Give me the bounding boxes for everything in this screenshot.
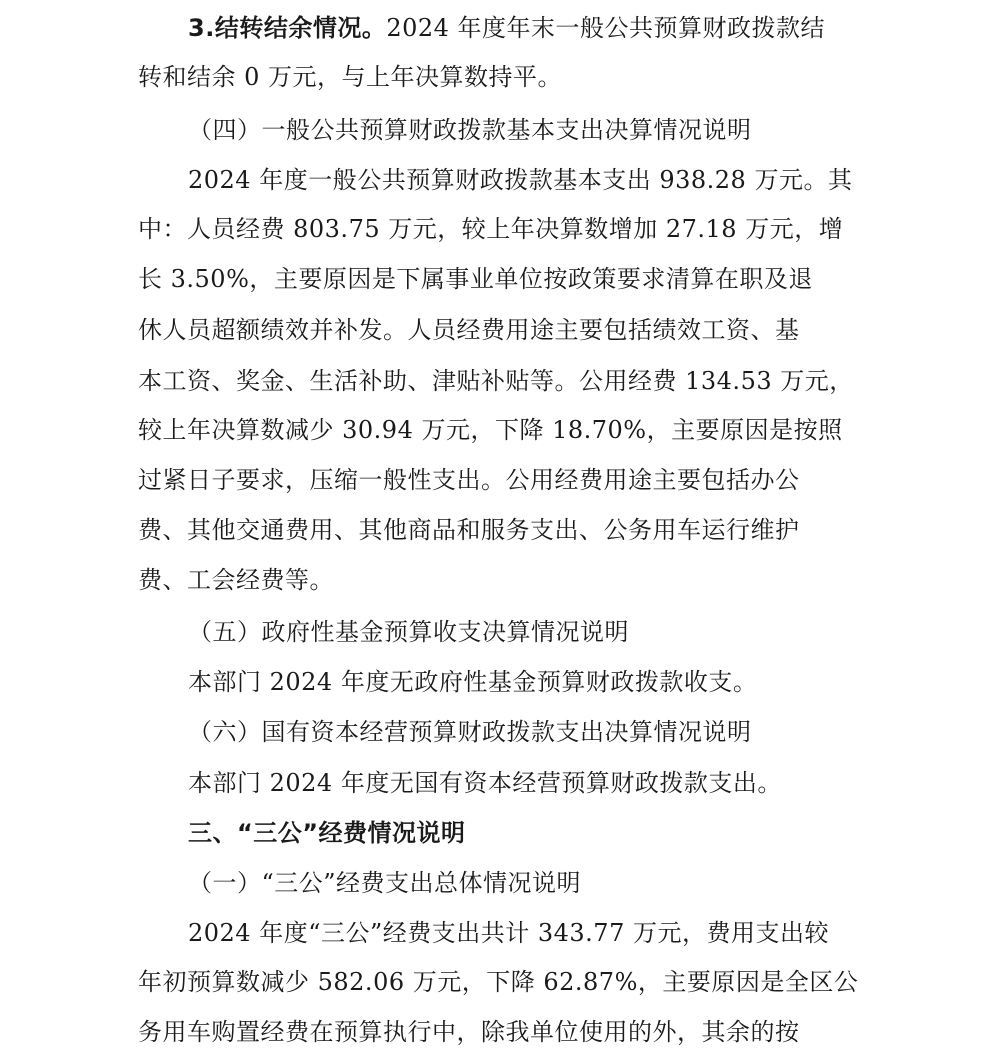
carryover-subheading: 3.结转结余情况。: [188, 14, 387, 42]
paragraph-line: 较上年决算数减少 30.94 万元，下降 18.70%，主要原因是按照: [138, 416, 843, 444]
paragraph-line: [188, 8, 825, 48]
paragraph-line: 费、工会经费等。: [138, 566, 334, 594]
paragraph-line: 长 3.50%，主要原因是下属事业单位按政策要求清算在职及退: [138, 265, 813, 293]
paragraph-line: 本部门 2024 年度无政府性基金预算财政拨款收支。: [188, 668, 758, 696]
paragraph-line: 2024 年度“三公”经费支出共计 343.77 万元，费用支出较: [188, 919, 829, 947]
paragraph-line: 中：人员经费 803.75 万元，较上年决算数增加 27.18 万元，增: [138, 215, 844, 243]
section-heading-3: 三、“三公”经费情况说明: [188, 819, 466, 847]
paragraph-line: 2024 年度一般公共预算财政拨款基本支出 938.28 万元。其: [188, 166, 853, 194]
carryover-text: 2024 年度年末一般公共预算财政拨款结: [386, 14, 826, 42]
paragraph-line: 本部门 2024 年度无国有资本经营预算财政拨款支出。: [188, 769, 782, 797]
section-heading-5: （五）政府性基金预算收支决算情况说明: [188, 618, 629, 646]
subsection-heading-1: （一）“三公”经费支出总体情况说明: [188, 869, 582, 897]
paragraph-line: 本工资、奖金、生活补助、津贴补贴等。公用经费 134.53 万元，: [138, 367, 854, 395]
section-heading-4: （四）一般公共预算财政拨款基本支出决算情况说明: [188, 116, 752, 144]
paragraph-line: 费、其他交通费用、其他商品和服务支出、公务用车运行维护: [138, 516, 800, 544]
paragraph-line: 转和结余 0 万元，与上年决算数持平。: [138, 63, 563, 91]
paragraph-line: 年初预算数减少 582.06 万元，下降 62.87%，主要原因是全区公: [138, 968, 859, 996]
paragraph-line: 休人员超额绩效并补发。人员经费用途主要包括绩效工资、基: [138, 316, 800, 344]
paragraph-line: 过紧日子要求，压缩一般性支出。公用经费用途主要包括办公: [138, 466, 800, 494]
paragraph-line: 务用车购置经费在预算执行中，除我单位使用的外，其余的按: [138, 1018, 800, 1046]
section-heading-6: （六）国有资本经营预算财政拨款支出决算情况说明: [188, 718, 752, 746]
